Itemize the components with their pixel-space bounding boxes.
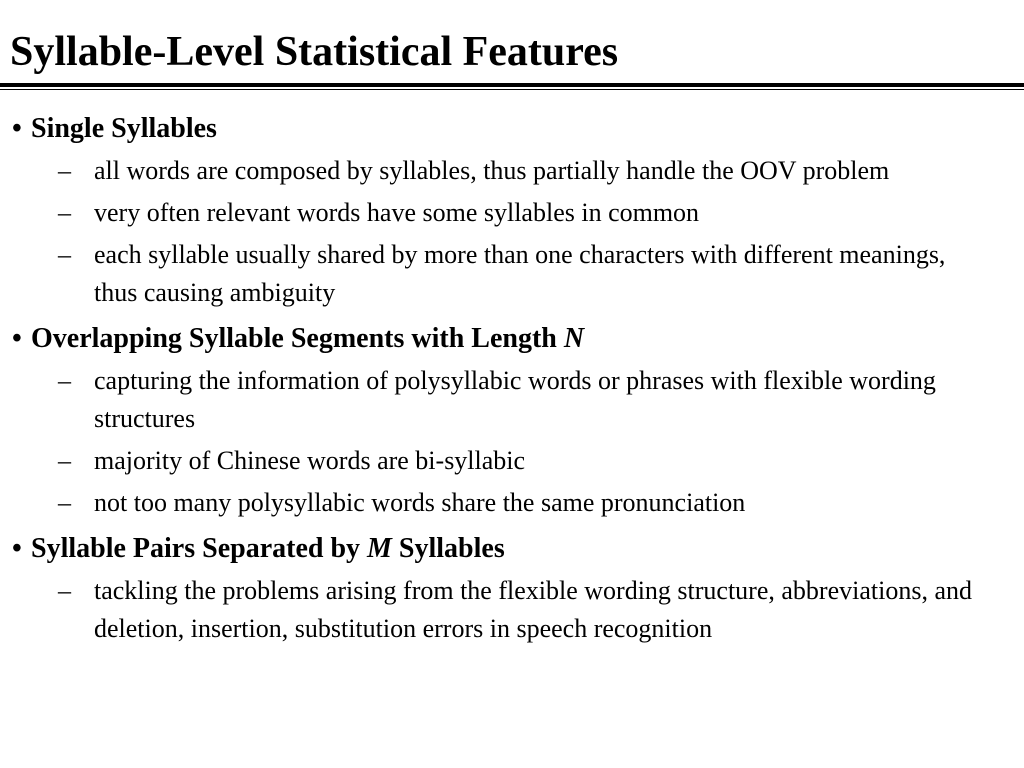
list-item-text: all words are composed by syllables, thus partially handle the OOV problem	[94, 156, 890, 185]
bullet-icon: •	[12, 533, 22, 564]
list-item-text: tackling the problems arising from the flexible wording structure, abbreviations, and deletion, insertion, substitution errors in speech recognition	[94, 576, 972, 643]
list-item	[0, 152, 994, 190]
title-divider-thick	[0, 83, 1024, 87]
section-heading-variable: M	[367, 533, 392, 564]
dash-icon: –	[58, 198, 71, 227]
list-item	[0, 194, 994, 232]
dash-icon: –	[58, 156, 71, 185]
list-item	[0, 484, 994, 522]
dash-icon: –	[58, 366, 71, 395]
section-overlapping-segments	[0, 320, 1024, 522]
section-heading	[0, 530, 1024, 568]
bullet-icon: •	[12, 323, 22, 354]
list-item	[0, 236, 994, 312]
list-item-text: majority of Chinese words are bi-syllabic	[94, 446, 526, 475]
section-syllable-pairs	[0, 530, 1024, 648]
section-heading-suffix: Syllables	[391, 533, 505, 564]
bullet-icon: •	[12, 113, 22, 144]
list-item	[0, 572, 994, 648]
list-item	[0, 362, 994, 438]
section-heading	[0, 320, 1024, 358]
dash-icon: –	[58, 488, 71, 517]
list-item-text: capturing the information of polysyllabic words or phrases with flexible wording structures	[94, 366, 936, 433]
list-item	[0, 442, 994, 480]
slide-title: Syllable-Level Statistical Features	[10, 29, 619, 75]
list-item-text: each syllable usually shared by more than one characters with different meanings, thus causing ambiguity	[94, 240, 946, 307]
section-heading-text: Syllable Pairs Separated by	[31, 533, 368, 564]
list-item-text: not too many polysyllabic words share the same pronunciation	[94, 488, 746, 517]
section-heading-text: Single Syllables	[31, 113, 217, 144]
section-heading	[0, 110, 1024, 148]
section-heading-text: Overlapping Syllable Segments with Length	[31, 323, 564, 354]
section-single-syllables	[0, 110, 1024, 312]
dash-icon: –	[58, 576, 71, 605]
section-heading-variable: N	[563, 323, 585, 354]
title-divider-thin	[0, 89, 1024, 90]
dash-icon: –	[58, 240, 71, 269]
dash-icon: –	[58, 446, 71, 475]
slide-body	[0, 110, 1024, 656]
list-item-text: very often relevant words have some syllables in common	[94, 198, 700, 227]
